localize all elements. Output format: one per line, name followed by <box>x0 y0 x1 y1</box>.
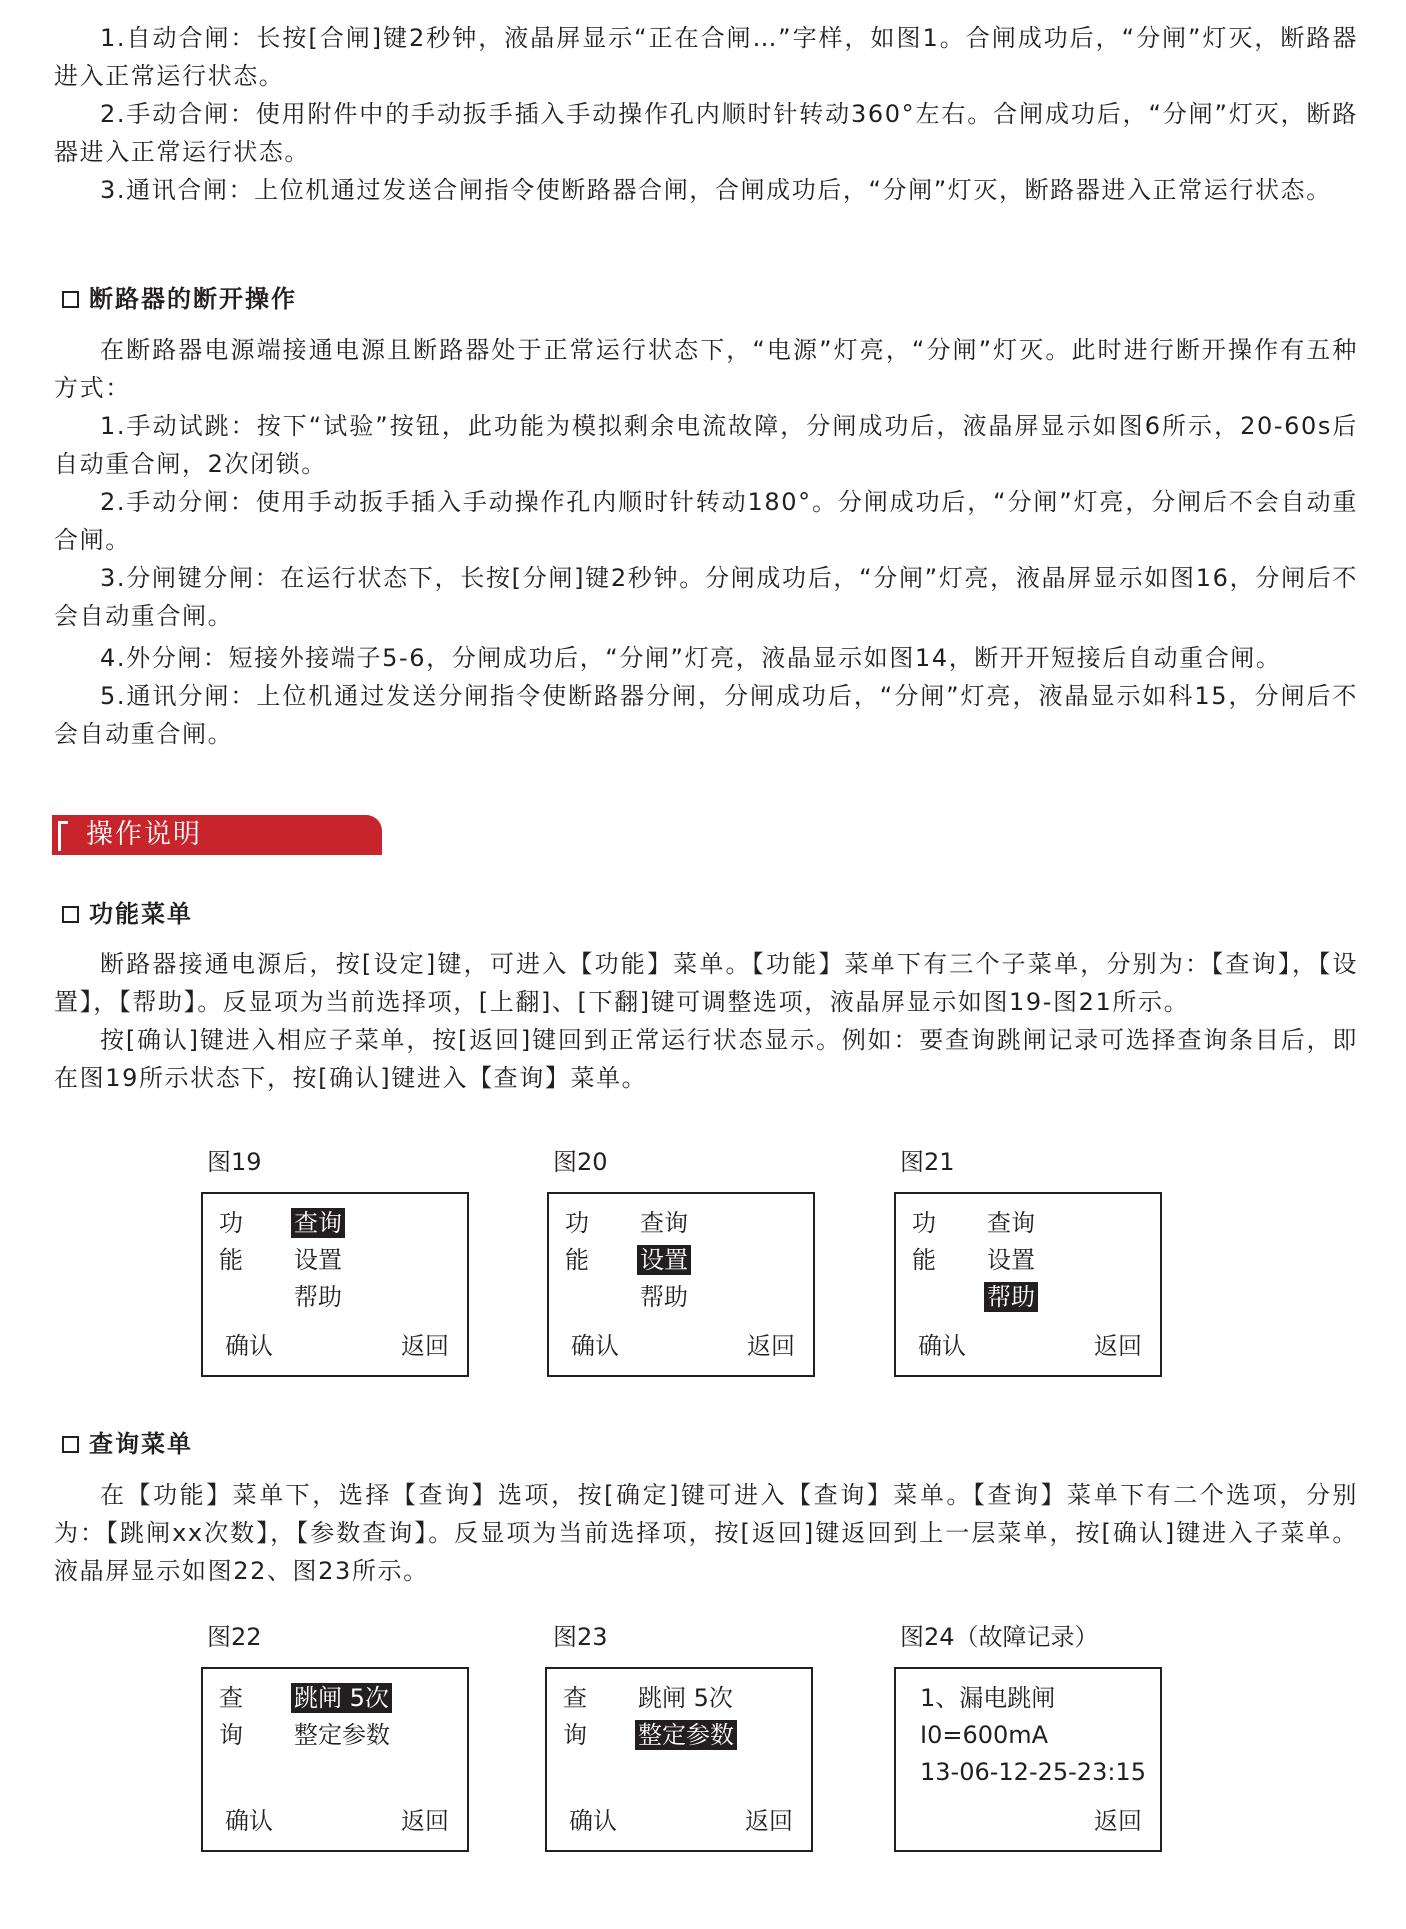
checkbox-icon <box>62 291 79 308</box>
query-menu-heading: 查询菜单 <box>62 1427 193 1461</box>
function-menu-heading: 功能菜单 <box>62 897 193 931</box>
checkbox-icon <box>62 906 79 923</box>
opening-item-2: 2.手动分闸：使用手动扳手插入手动操作孔内顺时针转动180°。分闸成功后，“分闸”灯亮，分闸后不会自动重合闸。 <box>54 488 1358 554</box>
menu-option-selected: 帮助 <box>984 1282 1038 1312</box>
section-banner-title: 操作说明 <box>86 819 202 850</box>
checkbox-icon <box>62 1436 79 1453</box>
lcd-figure-19: 功 能 查询 设置 帮助 确认 返回 <box>201 1192 469 1377</box>
opening-item-4: 4.外分闸：短接外接端子5-6，分闸成功后，“分闸”灯亮，液晶显示如图14，断开开短接后自动重合闸。 <box>100 644 1282 672</box>
closing-item-3: 3.通讯合闸：上位机通过发送合闸指令使断路器合闸，合闸成功后，“分闸”灯灭，断路器进入正常运行状态。 <box>100 176 1332 204</box>
section-banner <box>52 815 382 855</box>
menu-option-selected: 设置 <box>637 1245 691 1275</box>
menu-option-selected: 查询 <box>291 1208 345 1238</box>
opening-item-3: 3.分闸键分闸：在运行状态下，长按[分闸]键2秒钟。分闸成功后，“分闸”灯亮，液晶屏显示如图16，分闸后不会自动重合闸。 <box>54 564 1358 630</box>
figure-23-label: 图23 <box>553 1623 608 1651</box>
menu-option-selected: 整定参数 <box>635 1720 737 1750</box>
figure-21-label: 图21 <box>900 1148 955 1176</box>
figure-22-label: 图22 <box>207 1623 262 1651</box>
query-menu-para-1: 在【功能】菜单下，选择【查询】选项，按[确定]键可进入【查询】菜单。【查询】菜单下有二个选项，分别为：【跳闸xx次数】，【参数查询】。反显项为当前选择项，按[返回]键返回到上一层菜单，按[确认]键进入子菜单。液晶屏显示如图22、图23所示。 <box>54 1481 1358 1585</box>
opening-item-1: 1.手动试跳：按下“试验”按钮，此功能为模拟剩余电流故障，分闸成功后，液晶屏显示如图6所示，20-60s后自动重合闸，2次闭锁。 <box>54 412 1358 478</box>
opening-heading: 断路器的断开操作 <box>62 282 297 316</box>
corner-mark-icon <box>58 821 68 851</box>
lcd-figure-23: 查 询 跳闸 5次 整定参数 确认 返回 <box>545 1667 813 1852</box>
lcd-figure-20: 功 能 查询 设置 帮助 确认 返回 <box>547 1192 815 1377</box>
figure-19-label: 图19 <box>207 1148 262 1176</box>
function-menu-para-2: 按[确认]键进入相应子菜单，按[返回]键回到正常运行状态显示。例如：要查询跳闸记录可选择查询条目后，即在图19所示状态下，按[确认]键进入【查询】菜单。 <box>54 1026 1358 1092</box>
menu-option-selected: 跳闸 5次 <box>291 1683 392 1713</box>
opening-intro: 在断路器电源端接通电源且断路器处于正常运行状态下，“电源”灯亮，“分闸”灯灭。此时进行断开操作有五种方式： <box>54 336 1358 402</box>
closing-item-1: 1.自动合闸：长按[合闸]键2秒钟，液晶屏显示“正在合闸…”字样，如图1。合闸成功后，“分闸”灯灭，断路器进入正常运行状态。 <box>54 24 1358 90</box>
figure-20-label: 图20 <box>553 1148 608 1176</box>
lcd-figure-22: 查 询 跳闸 5次 整定参数 确认 返回 <box>201 1667 469 1852</box>
closing-item-2: 2.手动合闸：使用附件中的手动扳手插入手动操作孔内顺时针转动360°左右。合闸成功后，“分闸”灯灭，断路器进入正常运行状态。 <box>54 100 1358 166</box>
lcd-figure-21: 功 能 查询 设置 帮助 确认 返回 <box>894 1192 1162 1377</box>
function-menu-para-1: 断路器接通电源后，按[设定]键，可进入【功能】菜单。【功能】菜单下有三个子菜单，分别为：【查询】，【设置】，【帮助】。反显项为当前选择项，[上翻]、[下翻]键可调整选项，液晶屏显示如图19-图21所示。 <box>54 950 1358 1016</box>
lcd-figure-24: 1、漏电跳闸 I0=600mA 13-06-12-25-23:15 返回 <box>894 1667 1162 1852</box>
opening-item-5: 5.通讯分闸：上位机通过发送分闸指令使断路器分闸，分闸成功后，“分闸”灯亮，液晶显示如科15，分闸后不会自动重合闸。 <box>54 682 1358 748</box>
figure-24-label: 图24（故障记录） <box>900 1623 1099 1651</box>
